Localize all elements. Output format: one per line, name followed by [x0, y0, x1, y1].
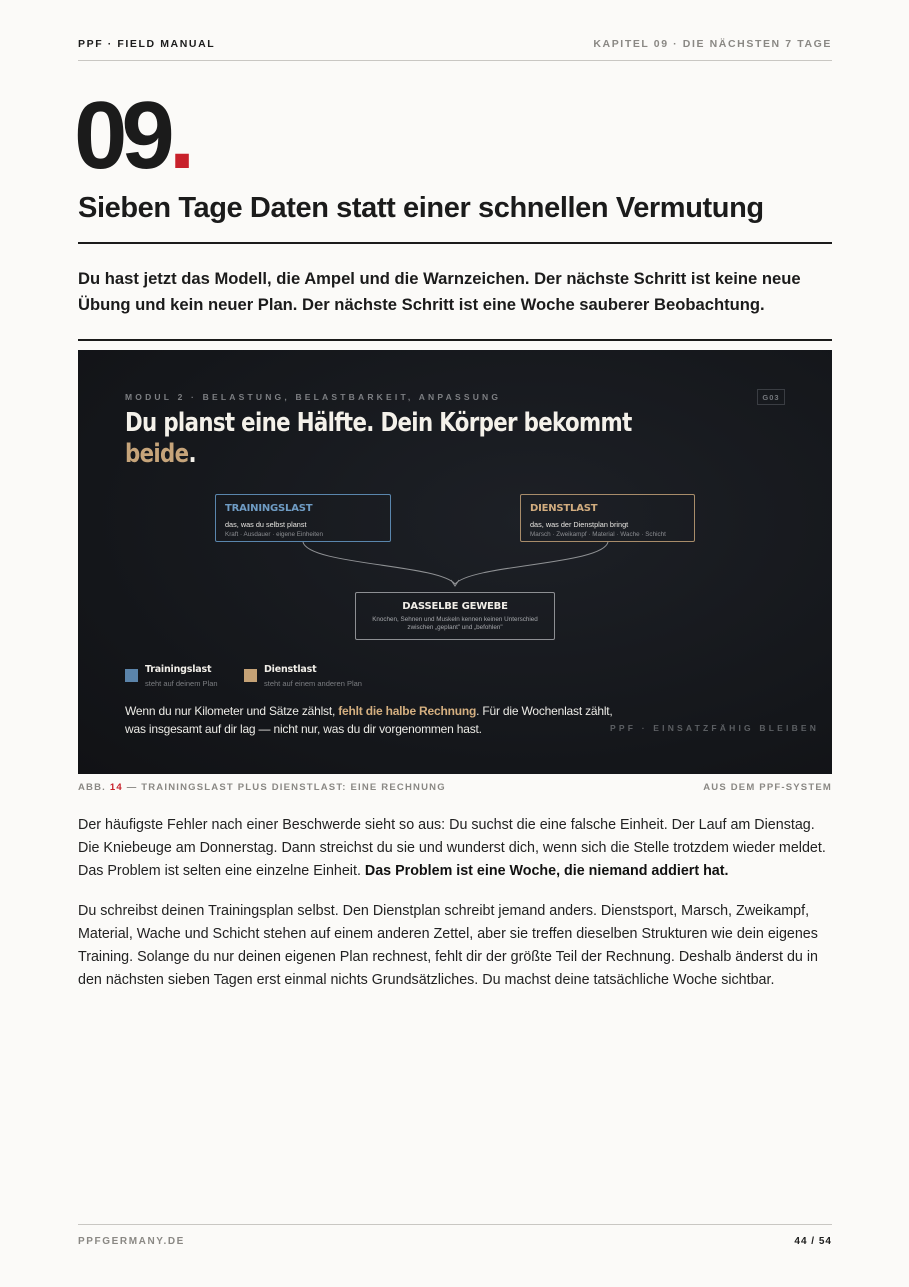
chapter-number-dot: . [168, 82, 190, 189]
lead-paragraph: Du hast jetzt das Modell, die Ampel und die Warnzeichen. Der nächste Schritt ist keine neue Übung und kein neuer Plan. Der nächste Schritt ist eine Woche sauberer Beobachtung. [78, 269, 801, 314]
body-paragraph-1-emphasis: Das Problem ist eine Woche, die niemand addiert hat. [364, 863, 729, 879]
same-tissue-detail [365, 616, 545, 632]
figure-caption-pre: Wenn du nur Kilometer und Sätze zählst, [125, 704, 339, 718]
body-paragraph-1-text: Der häufigste Fehler nach einer Beschwerde sieht so aus: Du suchst die eine falsche Einheit. Der Lauf am Dienstag. Die Kniebeuge am Donnerstag. Dann streichst du sie und wunderst dich, wenn sich die Stelle trotzdem wieder meldet. Das Problem ist selten eine einzelne Einheit. [78, 817, 826, 879]
legend-label-duty: Dienstlast [264, 664, 317, 675]
training-load-title: TRAININGSLAST [225, 503, 313, 514]
training-load-sub: das, was du selbst planst [225, 520, 307, 529]
same-tissue-box [355, 592, 555, 640]
figure-label [78, 782, 446, 793]
header-manual-title: PPF · FIELD MANUAL [78, 38, 216, 50]
duty-load-title: DIENSTLAST [530, 503, 598, 514]
figure-headline-gold: beide [125, 439, 189, 469]
connector-left [303, 542, 455, 584]
figure-number: 14 [109, 782, 123, 793]
divider [78, 242, 832, 244]
figure-diagram [78, 350, 832, 774]
divider [78, 339, 832, 341]
legend-label-training: Trainingslast [145, 664, 212, 675]
training-load-detail: Kraft · Ausdauer · eigene Einheiten [225, 531, 324, 538]
page-number: 44 / 54 [794, 1236, 832, 1247]
figure-meta [78, 782, 832, 793]
legend-item-duty [244, 664, 362, 688]
chapter-number [74, 82, 190, 189]
figure-label-caption: — TRAININGSLAST PLUS DIENSTLAST: EINE RECHNUNG [126, 782, 446, 793]
connector-arrow [451, 580, 459, 586]
connector-right [455, 542, 608, 584]
figure-caption-post: . Für die Wochenlast zählt, was insgesamt auf dir lag — nicht nur, was du dir vorgenommen hast. [125, 704, 613, 736]
legend-sub-duty: steht auf einem anderen Plan [264, 679, 362, 688]
legend-sub-training: steht auf deinem Plan [145, 679, 218, 688]
duty-load-box [520, 494, 695, 542]
figure-caption-highlight: fehlt die halbe Rechnung [338, 704, 477, 718]
legend-item-training [125, 664, 218, 688]
figure-kicker: MODUL 2 · BELASTUNG, BELASTBARKEIT, ANPASSUNG [125, 392, 502, 402]
body-paragraph-2: Du schreibst deinen Trainingsplan selbst. Den Dienstplan schreibt jemand anders. Dienstsport, Marsch, Zweikampf, Material, Wache und Schicht stehen auf einem anderen Zettel, aber sie treffen dieselben Strukturen wie dein eigenes Training. Solange du nur deinen eigenen Plan rechnest, fehlt dir der größte Teil der Rechnung. Deshalb änderst du in den nächsten sieben Tagen erst einmal nichts Grundsätzliches. Du machst deine tatsächliche Woche sichtbar. [78, 903, 818, 988]
same-tissue-line2: zwischen „geplant" und „befohlen" [407, 624, 503, 631]
training-load-box [215, 494, 391, 542]
figure-headline-end: . [188, 439, 196, 469]
same-tissue-title: DASSELBE GEWEBE [402, 601, 508, 612]
legend-swatch-duty [244, 669, 257, 682]
figure-headline-main: Du planst eine Hälfte. Dein Körper bekommt [125, 408, 632, 438]
figure-caption-text [125, 702, 625, 738]
duty-load-detail: Marsch · Zweikampf · Material · Wache · Schicht [530, 531, 666, 538]
body-paragraph-1 [78, 814, 832, 883]
page-footer [78, 1224, 832, 1247]
duty-load-sub: das, was der Dienstplan bringt [530, 520, 629, 529]
page [74, 0, 832, 1287]
figure-source: AUS DEM PPF-SYSTEM [703, 782, 832, 793]
footer-website: PPFGERMANY.DE [78, 1236, 185, 1247]
figure-label-prefix: ABB. [78, 782, 107, 793]
chapter-number-digits: 09 [74, 82, 169, 189]
legend-swatch-training [125, 669, 138, 682]
figure-code-badge: G03 [757, 389, 785, 405]
chapter-title: Sieben Tage Daten statt einer schnellen Vermutung [78, 192, 764, 224]
running-header [78, 38, 832, 61]
header-chapter-label: KAPITEL 09 · DIE NÄCHSTEN 7 TAGE [593, 38, 832, 50]
figure-brand: PPF · EINSATZFÄHIG BLEIBEN [610, 723, 820, 733]
same-tissue-line1: Knochen, Sehnen und Muskeln kennen keinen Unterschied [372, 616, 538, 623]
